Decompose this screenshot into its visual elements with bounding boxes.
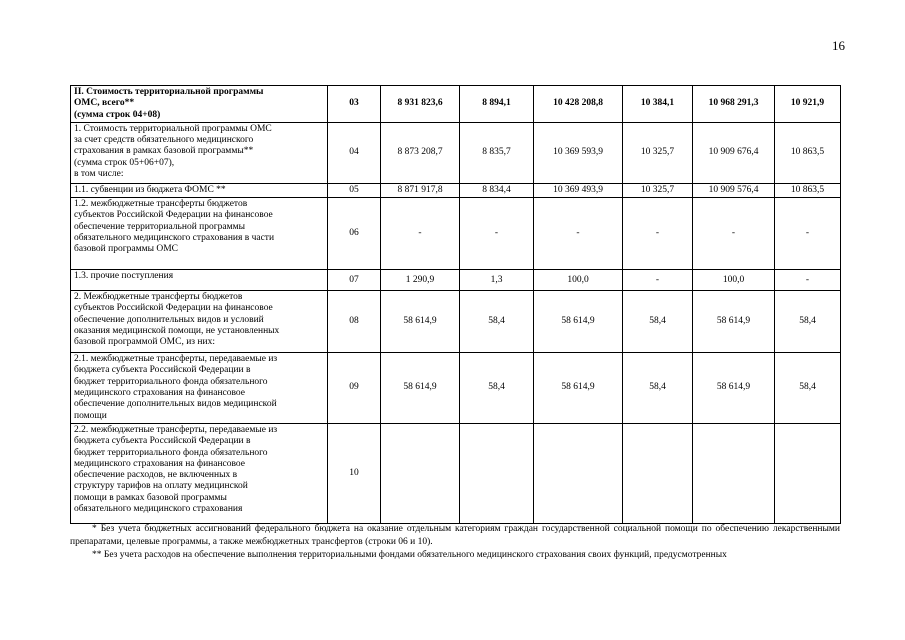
value-cell	[693, 423, 775, 523]
table-row	[71, 86, 841, 123]
description-line: медицинского страхования на финансовое	[74, 388, 246, 399]
value-cell	[623, 423, 693, 523]
row-code: 05	[328, 183, 381, 197]
value-cell: 10 325,7	[623, 183, 693, 197]
table-row	[71, 353, 841, 424]
value-cell: -	[775, 270, 841, 291]
description-line: обеспечение расходов, не включенных в	[74, 470, 238, 481]
table-row	[71, 183, 841, 197]
value-cell: -	[623, 270, 693, 291]
value-cell: 10 428 208,8	[534, 86, 623, 123]
description-line: за счет средств обязательного медицинского	[74, 135, 254, 146]
value-cell: -	[693, 198, 775, 270]
row-description	[71, 86, 328, 123]
row-description	[71, 291, 328, 353]
value-cell: 100,0	[693, 270, 775, 291]
description-line: (сумма строк 05+06+07),	[74, 157, 175, 168]
row-code: 04	[328, 122, 381, 183]
description-line: базовой программой ОМС, из них:	[74, 337, 215, 348]
value-cell: 10 369 593,9	[534, 122, 623, 183]
row-description	[71, 183, 328, 197]
value-cell	[775, 423, 841, 523]
value-cell: 58 614,9	[381, 353, 460, 424]
value-cell: 58 614,9	[534, 291, 623, 353]
description-line: 1. Стоимость территориальной программы ОМС	[74, 123, 272, 134]
value-cell: 100,0	[534, 270, 623, 291]
value-cell: 58 614,9	[381, 291, 460, 353]
value-cell	[534, 423, 623, 523]
description-line: II. Стоимость территориальной программы	[74, 87, 264, 97]
description-line: обеспечение дополнительных видов медицинской	[74, 399, 277, 410]
value-cell: 10 968 291,3	[693, 86, 775, 123]
value-cell: 58,4	[623, 291, 693, 353]
value-cell: 58,4	[775, 353, 841, 424]
value-cell: 10 921,9	[775, 86, 841, 123]
table-row	[71, 291, 841, 353]
table-row	[71, 122, 841, 183]
value-cell: 10 909 676,4	[693, 122, 775, 183]
table-row	[71, 198, 841, 270]
value-cell: 58 614,9	[693, 353, 775, 424]
value-cell: 8 871 917,8	[381, 183, 460, 197]
description-line: бюджет территориального фонда обязательного	[74, 447, 268, 458]
description-line: в том числе:	[74, 169, 124, 180]
row-code: 07	[328, 270, 381, 291]
row-description	[71, 353, 328, 424]
description-line: структуру тарифов на оплату медицинской	[74, 481, 248, 492]
footnote-1: * Без учета бюджетных ассигнований федерального бюджета на оказание отдельным категориям граждан государственной социальной помощи по обеспечению лекарственными препаратами, целевые программы, а также межбюджетных трансфертов (строки 06 и 10).	[70, 524, 840, 547]
value-cell: 58,4	[775, 291, 841, 353]
description-line: бюджета субъекта Российской Федерации в	[74, 365, 251, 376]
value-cell: 8 835,7	[460, 122, 534, 183]
value-cell: 10 384,1	[623, 86, 693, 123]
row-code: 03	[328, 86, 381, 123]
description-line: 2. Межбюджетные трансферты бюджетов	[74, 292, 243, 303]
description-line: обеспечение территориальной программы	[74, 221, 246, 232]
description-line: субъектов Российской Федерации на финансовое	[74, 303, 273, 314]
description-line: обязательного медицинского страхования	[74, 504, 243, 515]
value-cell	[460, 423, 534, 523]
value-cell: 58 614,9	[534, 353, 623, 424]
description-line: обязательного медицинского страхования в части	[74, 233, 275, 244]
value-cell: -	[460, 198, 534, 270]
description-line: (сумма строк 04+08)	[74, 109, 161, 120]
description-line: бюджета субъекта Российской Федерации в	[74, 436, 251, 447]
description-line: помощи	[74, 410, 107, 421]
description-line: бюджет территориального фонда обязательного	[74, 376, 268, 387]
value-cell: -	[381, 198, 460, 270]
value-cell: 8 873 208,7	[381, 122, 460, 183]
row-code: 06	[328, 198, 381, 270]
row-code: 09	[328, 353, 381, 424]
value-cell: 58,4	[460, 291, 534, 353]
cost-table-body	[71, 86, 841, 524]
description-line: 2.2. межбюджетные трансферты, передаваемые из	[74, 424, 278, 435]
value-cell: 58,4	[623, 353, 693, 424]
row-code: 10	[328, 423, 381, 523]
description-line: обеспечение дополнительных видов и условий	[74, 314, 264, 325]
row-description	[71, 122, 328, 183]
row-description	[71, 198, 328, 270]
description-line: 1.1. субвенции из бюджета ФОМС **	[74, 184, 226, 195]
value-cell: -	[775, 198, 841, 270]
value-cell: 58,4	[460, 353, 534, 424]
value-cell: 10 863,5	[775, 122, 841, 183]
value-cell: 1,3	[460, 270, 534, 291]
value-cell: 10 325,7	[623, 122, 693, 183]
table-row	[71, 423, 841, 523]
row-code: 08	[328, 291, 381, 353]
description-line: оказания медицинской помощи, не установленных	[74, 326, 280, 337]
description-line: медицинского страхования на финансовое	[74, 458, 246, 469]
value-cell: 10 369 493,9	[534, 183, 623, 197]
description-line: страхования в рамках базовой программы**	[74, 146, 254, 157]
value-cell: 8 894,1	[460, 86, 534, 123]
description-line: ОМС, всего**	[74, 98, 135, 109]
value-cell: 8 834,4	[460, 183, 534, 197]
description-line: субъектов Российской Федерации на финансовое	[74, 210, 273, 221]
row-description	[71, 270, 328, 291]
table-row	[71, 270, 841, 291]
row-description	[71, 423, 328, 523]
description-line: базовой программы ОМС	[74, 244, 178, 255]
description-line: 2.1. межбюджетные трансферты, передаваемые из	[74, 354, 278, 365]
value-cell: 10 909 576,4	[693, 183, 775, 197]
value-cell: 8 931 823,6	[381, 86, 460, 123]
description-line: 1.2. межбюджетные трансферты бюджетов	[74, 199, 248, 210]
cost-table	[70, 85, 841, 524]
value-cell: -	[623, 198, 693, 270]
value-cell: 1 290,9	[381, 270, 460, 291]
value-cell: 10 863,5	[775, 183, 841, 197]
footnote-2: ** Без учета расходов на обеспечение выполнения территориальными фондами обязательного медицинского страхования своих функций, предусмотренных	[92, 550, 727, 560]
value-cell: 58 614,9	[693, 291, 775, 353]
page-number: 16	[832, 38, 845, 53]
description-line: помощи в рамках базовой программы	[74, 492, 227, 503]
description-line: 1.3. прочие поступления	[74, 271, 174, 282]
value-cell	[381, 423, 460, 523]
footnotes	[70, 523, 840, 562]
value-cell: -	[534, 198, 623, 270]
